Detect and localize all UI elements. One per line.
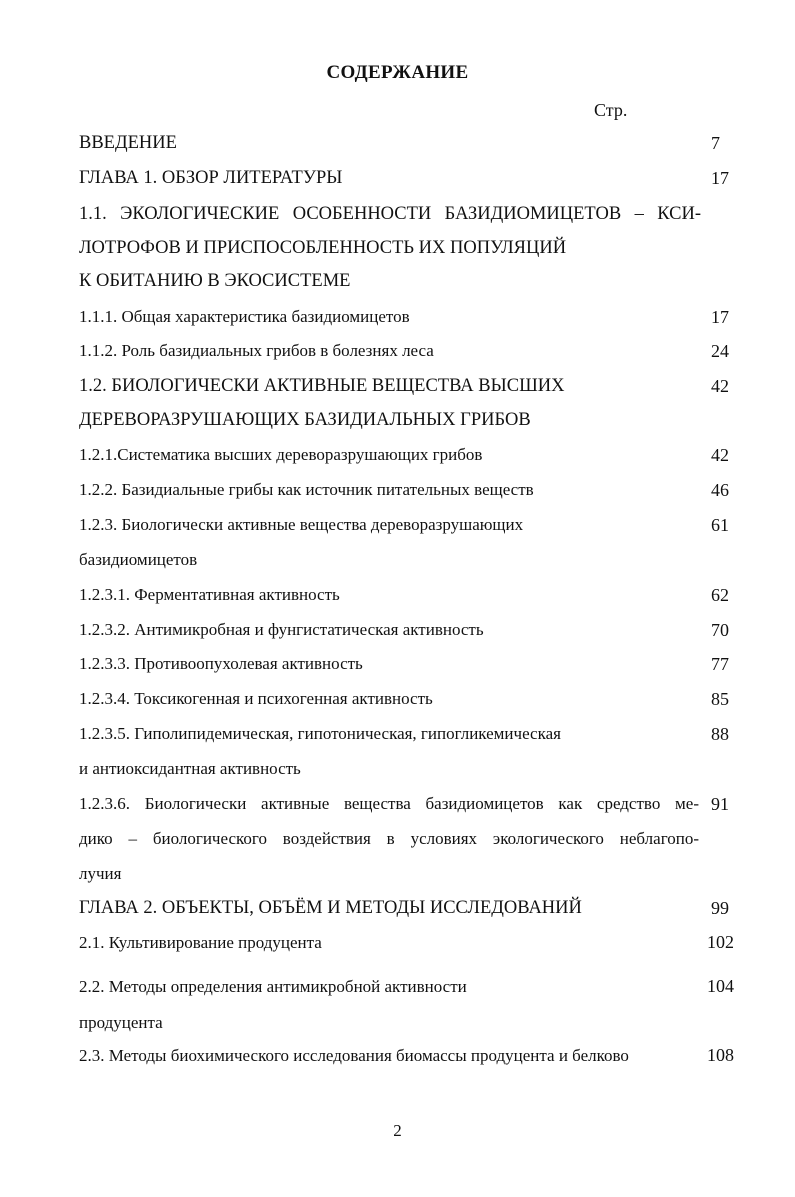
toc-entry-1-1-1: 1.1.1. Общая характеристика базидиомицетов (79, 307, 410, 326)
toc-entry-introduction: ВВЕДЕНИЕ (79, 133, 177, 153)
toc-page-number: 62 (711, 585, 729, 605)
toc-entry-1-2-3-2: 1.2.3.2. Антимикробная и фунгистатическая активность (79, 620, 484, 639)
toc-entry-section-1-2-line-1: 1.2. БИОЛОГИЧЕСКИ АКТИВНЫЕ ВЕЩЕСТВА ВЫСШИХ (79, 376, 565, 396)
page-column-label: Стр. (594, 100, 628, 120)
toc-page-number: 77 (711, 654, 729, 674)
toc-entry-2-1: 2.1. Культивирование продуцента (79, 933, 322, 952)
toc-page-number: 108 (707, 1045, 734, 1065)
toc-page-number: 104 (707, 976, 734, 996)
toc-entry-section-1-2-line-2: ДЕРЕВОРАЗРУШАЮЩИХ БАЗИДИАЛЬНЫХ ГРИБОВ (79, 410, 531, 430)
toc-entry-section-1-1-line-3: К ОБИТАНИЮ В ЭКОСИСТЕМЕ (79, 271, 351, 291)
toc-entry-2-2-line-1: 2.2. Методы определения антимикробной активности (79, 977, 467, 996)
toc-entry-1-2-3-line-2: базидиомицетов (79, 550, 198, 569)
footer-page-number: 2 (393, 1121, 402, 1140)
toc-entry-1-2-3-6-line-3: лучия (79, 864, 122, 883)
toc-page-number: 88 (711, 724, 729, 744)
toc-entry-chapter-2: ГЛАВА 2. ОБЪЕКТЫ, ОБЪЁМ И МЕТОДЫ ИССЛЕДОВАНИЙ (79, 898, 582, 918)
toc-entry-1-1-2: 1.1.2. Роль базидиальных грибов в болезнях леса (79, 341, 434, 360)
toc-entry-1-2-3-1: 1.2.3.1. Ферментативная активность (79, 585, 340, 604)
toc-title: СОДЕРЖАНИЕ (326, 62, 469, 83)
toc-page-number: 24 (711, 341, 729, 361)
toc-page-number: 17 (711, 168, 729, 188)
toc-page-number: 61 (711, 515, 729, 535)
toc-page-number: 42 (711, 376, 729, 396)
toc-page-number: 7 (711, 133, 720, 153)
toc-page-number: 99 (711, 898, 729, 918)
toc-entry-1-2-3-5-line-2: и антиоксидантная активность (79, 759, 301, 778)
toc-page-number: 91 (711, 794, 729, 814)
toc-entry-2-3: 2.3. Методы биохимического исследования биомассы продуцента и белково (79, 1046, 629, 1065)
toc-page-number: 102 (707, 932, 734, 952)
toc-entry-1-2-2: 1.2.2. Базидиальные грибы как источник питательных веществ (79, 480, 534, 499)
toc-entry-1-2-3-4: 1.2.3.4. Токсикогенная и психогенная активность (79, 689, 433, 708)
toc-entry-1-2-3-line-1: 1.2.3. Биологически активные вещества дереворазрушающих (79, 515, 524, 534)
toc-page-number: 42 (711, 445, 729, 465)
toc-entry-2-2-line-2: продуцента (79, 1013, 163, 1032)
toc-page-number: 85 (711, 689, 729, 709)
toc-entry-1-2-3-6-line-1: 1.2.3.6. Биологически активные вещества базидиомицетов как средство ме- (79, 794, 699, 813)
toc-entry-1-2-3-6-line-2: дико – биологического воздействия в условиях экологического неблагопо- (79, 829, 699, 848)
toc-entry-section-1-1-line-2: ЛОТРОФОВ И ПРИСПОСОБЛЕННОСТЬ ИХ ПОПУЛЯЦИЙ (79, 238, 567, 258)
toc-entry-1-2-3-5-line-1: 1.2.3.5. Гиполипидемическая, гипотоническая, гипогликемическая (79, 724, 561, 743)
toc-page-number: 46 (711, 480, 729, 500)
toc-entry-section-1-1-line-1: 1.1. ЭКОЛОГИЧЕСКИЕ ОСОБЕННОСТИ БАЗИДИОМИЦЕТОВ – КСИ- (79, 204, 701, 224)
toc-page-number: 17 (711, 307, 729, 327)
toc-entry-1-2-1: 1.2.1.Систематика высших дереворазрушающих грибов (79, 445, 483, 464)
toc-page-number: 70 (711, 620, 729, 640)
toc-entry-chapter-1: ГЛАВА 1. ОБЗОР ЛИТЕРАТУРЫ (79, 168, 343, 188)
toc-entry-1-2-3-3: 1.2.3.3. Противоопухолевая активность (79, 654, 363, 673)
